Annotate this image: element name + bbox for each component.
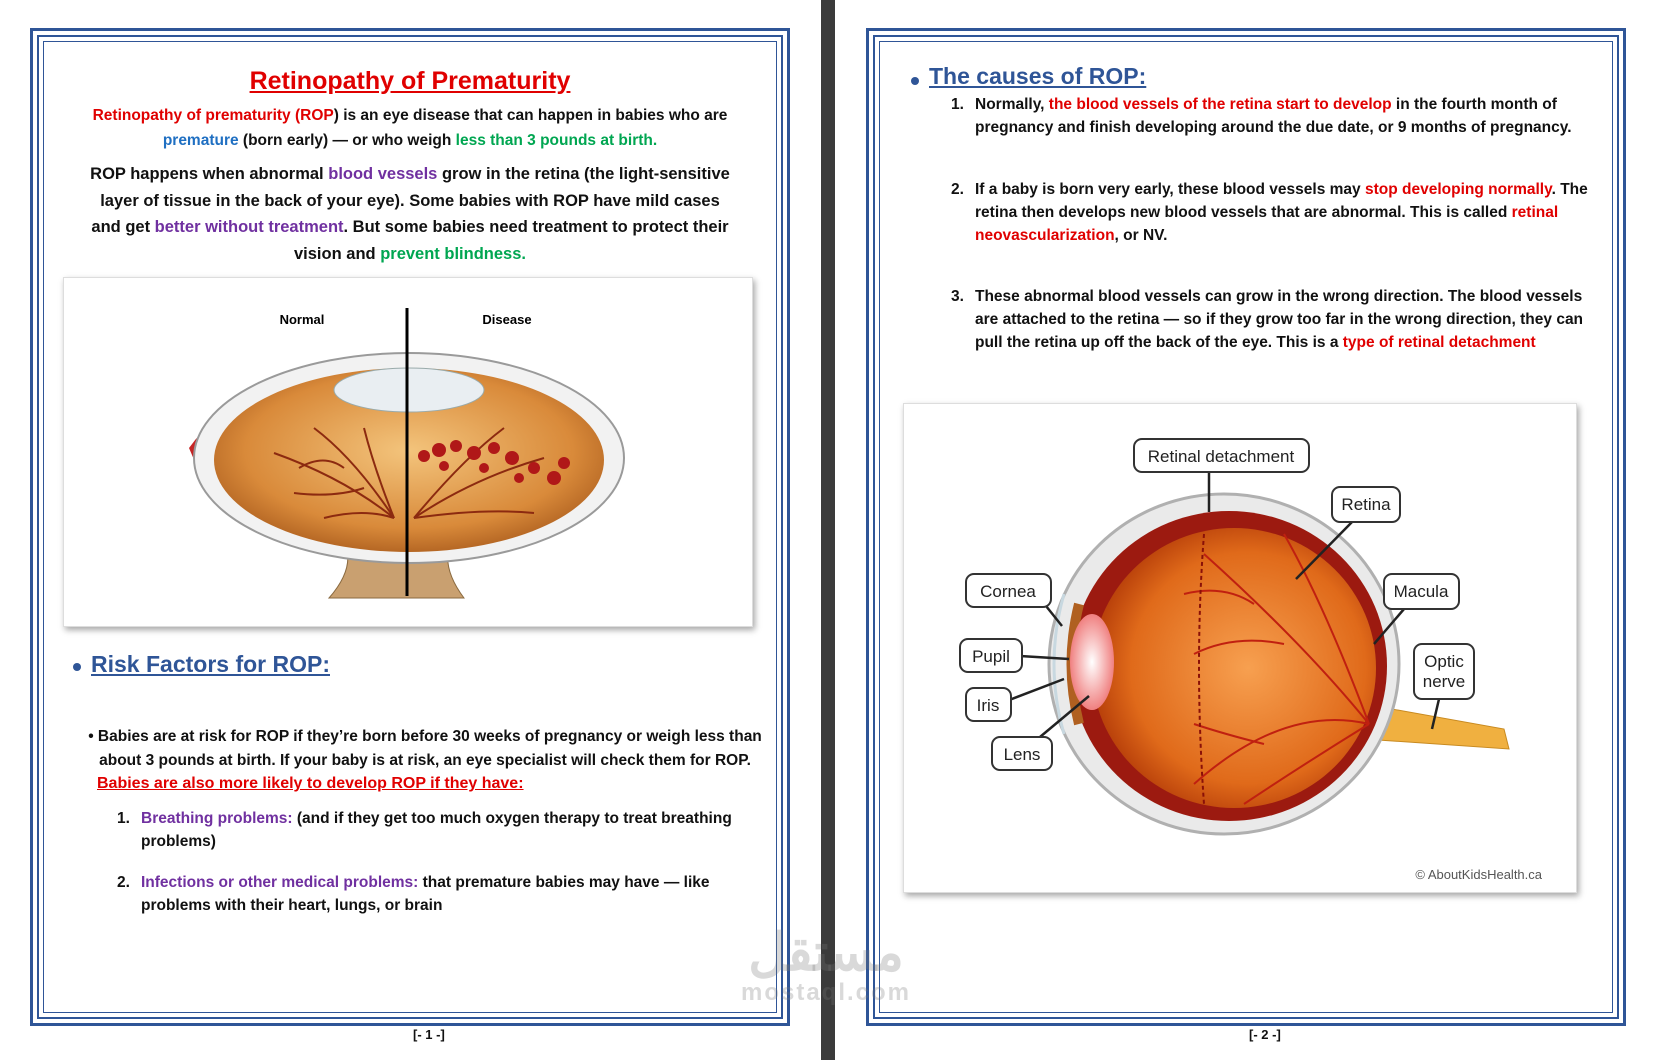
lens xyxy=(334,368,484,412)
eye-anatomy-illustration xyxy=(904,404,1576,892)
item-text-2: . The retina then develops new blood vessels that are abnormal. This is called xyxy=(975,181,1588,221)
list-item xyxy=(951,93,1605,139)
intro-weight: less than 3 pounds at birth. xyxy=(455,132,658,149)
item-highlight: stop developing normally xyxy=(1364,181,1552,198)
label-macula: Macula xyxy=(1393,582,1449,601)
item-text: If a baby is born very early, these blood vessels may xyxy=(975,181,1365,198)
desc-text: ROP happens when abnormal xyxy=(90,165,329,183)
risk-factors-paragraph: • Babies are at risk for ROP if they’re born before 30 weeks of pregnancy or weigh less than about 3 pounds at birth. If your baby is at risk, an eye specialist will check them for ROP. xyxy=(88,728,762,769)
list-number: 3. xyxy=(951,288,964,305)
list-highlight: Breathing problems: xyxy=(141,810,293,827)
document-page-2 xyxy=(866,28,1626,1026)
likely-heading: Babies are also more likely to develop ROP if they have: xyxy=(97,775,524,792)
document-page-1 xyxy=(30,28,790,1026)
label-disease: Disease xyxy=(482,312,532,327)
page-number-1: [- 1 -] xyxy=(413,1027,445,1042)
causes-heading: The causes of ROP: xyxy=(929,63,1147,89)
list-number: 1. xyxy=(117,810,130,827)
vitreous xyxy=(1092,528,1376,808)
list-item xyxy=(951,285,1605,354)
label-normal: Normal xyxy=(279,312,325,327)
label-pupil: Pupil xyxy=(972,647,1010,666)
normal-vs-disease-eye-figure xyxy=(63,277,753,627)
list-number: 1. xyxy=(951,96,964,113)
bullet-icon xyxy=(911,77,919,85)
intro-text: ) is an eye disease that can happen in babies who are xyxy=(333,107,728,124)
risk-factors-heading: Risk Factors for ROP: xyxy=(91,651,330,677)
eye-anatomy-figure xyxy=(903,403,1577,893)
page-number-2: [- 2 -] xyxy=(1249,1027,1281,1042)
list-text: that premature babies may have — like problems with their heart, lungs, or brain xyxy=(141,874,710,914)
label-retina: Retina xyxy=(1341,495,1391,514)
desc-blood-vessels: blood vessels xyxy=(328,165,438,183)
list-number: 2. xyxy=(951,181,964,198)
list-item xyxy=(117,807,763,853)
description-paragraph xyxy=(87,161,733,267)
lens xyxy=(1070,614,1114,710)
item-text: Normally, xyxy=(975,96,1049,113)
item-text-3: , or NV. xyxy=(1114,227,1168,244)
item-text: These abnormal blood vessels can grow in the wrong direction. The blood vessels are attached to the retina — so if they grow too far in the wrong direction, they can pull the retina up off the back of the eye. This is a xyxy=(975,288,1584,351)
desc-text-2: grow in the retina (the light-sensitive layer of tissue in the back of your eye). Some babies with ROP have mild cases and get xyxy=(91,165,730,236)
label-cornea: Cornea xyxy=(980,582,1036,601)
intro-term: Retinopathy of prematurity ( xyxy=(92,107,301,124)
list-number: 2. xyxy=(117,874,130,891)
item-highlight: the blood vessels of the retina start to develop xyxy=(1048,96,1392,113)
label-nerve: nerve xyxy=(1422,672,1466,691)
bullet-icon xyxy=(73,663,81,671)
list-text: (and if they get too much oxygen therapy to treat breathing problems) xyxy=(141,810,732,850)
page-title: Retinopathy of Prematurity xyxy=(249,67,571,95)
intro-paragraph xyxy=(87,103,733,153)
item-highlight: type of retinal detachment xyxy=(1342,334,1536,351)
label-optic: Optic xyxy=(1424,652,1464,671)
intro-text-2: (born early) — or who weigh xyxy=(238,132,456,149)
label-retinal-detachment: Retinal detachment xyxy=(1147,447,1295,466)
desc-text-3: . But some babies need treatment to protect their vision and xyxy=(294,218,729,263)
eye-comparison-illustration xyxy=(64,278,752,626)
item-text-2: in the fourth month of pregnancy and finish developing around the due date, or 9 months of pregnancy. xyxy=(975,96,1572,136)
list-item xyxy=(951,178,1605,247)
watermark-latin: mostaql.com xyxy=(740,979,912,1006)
image-credit: © AboutKidsHealth.ca xyxy=(1415,867,1542,882)
list-highlight: Infections or other medical problems: xyxy=(141,874,419,891)
label-lens: Lens xyxy=(1003,745,1041,764)
desc-better: better without treatment xyxy=(154,218,344,236)
item-highlight-2: retinal neovascularization xyxy=(975,204,1559,244)
list-item xyxy=(117,871,763,917)
label-iris: Iris xyxy=(976,696,1000,715)
page-divider xyxy=(821,0,835,1060)
intro-premature: premature xyxy=(162,132,239,149)
intro-acronym: ROP xyxy=(300,107,334,124)
desc-prevent: prevent blindness. xyxy=(380,244,526,263)
watermark-arabic: مستقل xyxy=(748,924,904,982)
